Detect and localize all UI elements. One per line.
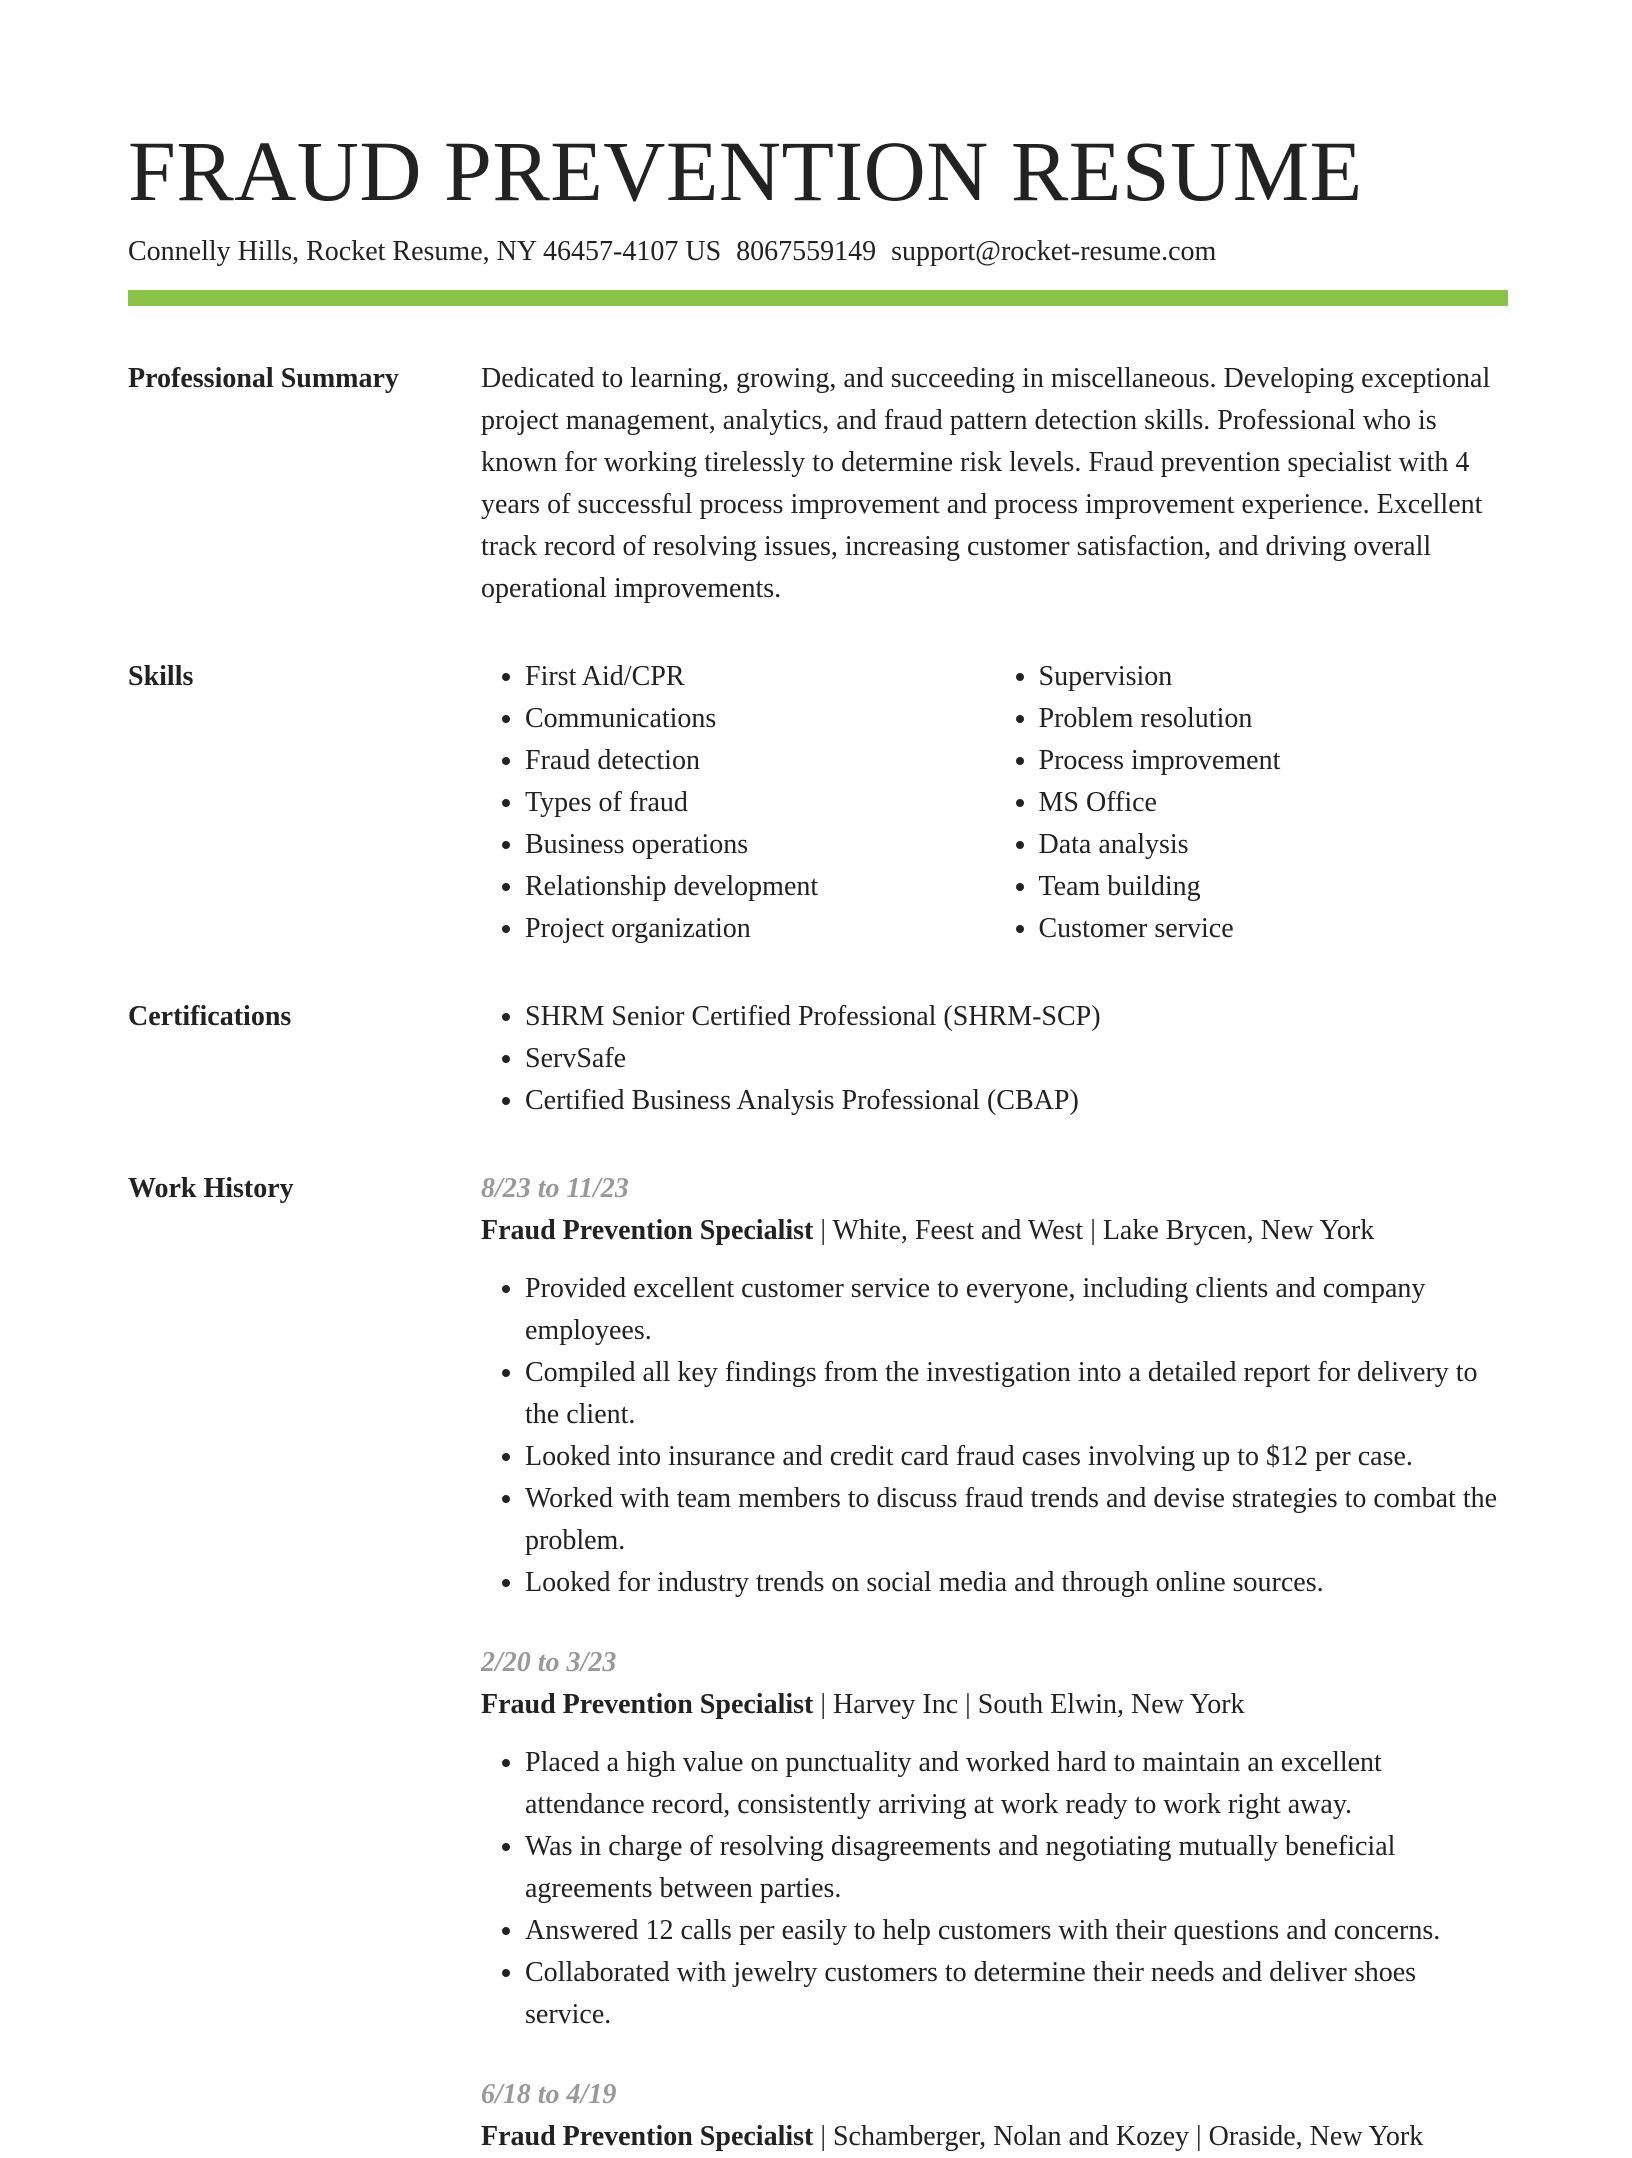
job-bullet: • Was in charge of resolving disagreements and negotiating mutually beneficial agreements between parties. bbox=[525, 1826, 1508, 1910]
skill-item: • Fraud detection bbox=[525, 740, 995, 782]
job-header bbox=[481, 1210, 1508, 1252]
job-separator: | bbox=[965, 1689, 971, 1720]
job-title: Fraud Prevention Specialist bbox=[481, 2121, 814, 2152]
skill-item: • Customer service bbox=[1039, 908, 1509, 950]
skill-item: • MS Office bbox=[1039, 782, 1509, 824]
skills-list-left bbox=[481, 656, 995, 950]
certifications-body bbox=[481, 996, 1508, 1122]
job-separator: | bbox=[1196, 2121, 1202, 2152]
skill-item: • Team building bbox=[1039, 866, 1509, 908]
section-title-work-history: Work History bbox=[128, 1173, 294, 1204]
certifications-section bbox=[128, 996, 1508, 1122]
skill-item: • Project organization bbox=[525, 908, 995, 950]
job-separator: | bbox=[1090, 1215, 1096, 1246]
skills-section bbox=[128, 656, 1508, 950]
job-dates: 8/23 to 11/23 bbox=[481, 1173, 629, 1204]
job-separator: | bbox=[820, 2121, 826, 2152]
job-bullets bbox=[481, 1268, 1508, 1604]
job-bullet: • Collaborated with jewelry customers to determine their needs and deliver shoes service. bbox=[525, 1952, 1508, 2036]
skills-body bbox=[481, 656, 1508, 950]
skill-item: • Data analysis bbox=[1039, 824, 1509, 866]
certification-item: • Certified Business Analysis Professional (CBAP) bbox=[525, 1080, 1508, 1122]
job-company: Harvey Inc bbox=[832, 1689, 959, 1720]
job-bullet: • Looked for industry trends on social media and through online sources. bbox=[525, 1562, 1508, 1604]
skill-item: • Process improvement bbox=[1039, 740, 1509, 782]
certifications-list bbox=[481, 996, 1508, 1122]
accent-divider bbox=[128, 290, 1508, 306]
job-title: Fraud Prevention Specialist bbox=[481, 1689, 814, 1720]
contact-phone: 8067559149 bbox=[736, 236, 877, 267]
job-company: White, Feest and West bbox=[832, 1215, 1084, 1246]
job-bullets bbox=[481, 1742, 1508, 2036]
summary-text: Dedicated to learning, growing, and succeeding in miscellaneous. Developing exceptional project management, analytics, and fraud pattern detection skills. Professional who is known for working tirelessly to determine risk levels. Fraud prevention specialist with 4 years of successful process improvement and process improvement experience. Excellent track record of resolving issues, increasing customer satisfaction, and driving overall operational improvements. bbox=[481, 363, 1491, 604]
skill-item: • Business operations bbox=[525, 824, 995, 866]
job-bullet: • Provided excellent customer service to everyone, including clients and company employees. bbox=[525, 1268, 1508, 1352]
skill-item: • Relationship development bbox=[525, 866, 995, 908]
job-location: South Elwin, New York bbox=[977, 1689, 1245, 1720]
job-bullet: • Compiled all key findings from the investigation into a detailed report for delivery to the client. bbox=[525, 1352, 1508, 1436]
skills-list-right bbox=[995, 656, 1509, 950]
job-bullet: • Placed a high value on punctuality and worked hard to maintain an excellent attendance record, consistently arriving at work ready to work right away. bbox=[525, 1742, 1508, 1826]
job-title: Fraud Prevention Specialist bbox=[481, 1215, 814, 1246]
contact-line bbox=[128, 234, 1508, 270]
resume-title: FRAUD PREVENTION RESUME bbox=[128, 123, 1363, 219]
skill-item: • Types of fraud bbox=[525, 782, 995, 824]
job-bullet: • Worked with team members to discuss fraud trends and devise strategies to combat the problem. bbox=[525, 1478, 1508, 1562]
job-dates: 2/20 to 3/23 bbox=[481, 1647, 617, 1678]
certification-item: • ServSafe bbox=[525, 1038, 1508, 1080]
job-entry bbox=[481, 1168, 1508, 1604]
job-header bbox=[481, 1684, 1508, 1726]
certification-item: • SHRM Senior Certified Professional (SHRM-SCP) bbox=[525, 996, 1508, 1038]
summary-body bbox=[481, 358, 1508, 610]
skill-item: • Supervision bbox=[1039, 656, 1509, 698]
summary-section bbox=[128, 358, 1508, 610]
job-header bbox=[481, 2116, 1508, 2158]
job-location: Lake Brycen, New York bbox=[1102, 1215, 1375, 1246]
skill-item: • Problem resolution bbox=[1039, 698, 1509, 740]
contact-address: Connelly Hills, Rocket Resume, NY 46457-4107 US bbox=[128, 236, 722, 267]
job-entry bbox=[481, 2074, 1508, 2158]
skill-item: • First Aid/CPR bbox=[525, 656, 995, 698]
resume-page bbox=[128, 0, 1508, 2158]
job-separator: | bbox=[820, 1215, 826, 1246]
section-title-summary: Professional Summary bbox=[128, 363, 399, 394]
work-history-body bbox=[481, 1168, 1508, 2158]
section-title-certifications: Certifications bbox=[128, 1001, 292, 1032]
job-separator: | bbox=[820, 1689, 826, 1720]
job-location: Oraside, New York bbox=[1208, 2121, 1424, 2152]
work-history-section bbox=[128, 1168, 1508, 2158]
section-title-skills: Skills bbox=[128, 661, 194, 692]
job-bullet: • Looked into insurance and credit card fraud cases involving up to $12 per case. bbox=[525, 1436, 1508, 1478]
skill-item: • Communications bbox=[525, 698, 995, 740]
job-dates: 6/18 to 4/19 bbox=[481, 2079, 617, 2110]
job-bullet: • Answered 12 calls per easily to help customers with their questions and concerns. bbox=[525, 1910, 1508, 1952]
job-company: Schamberger, Nolan and Kozey bbox=[832, 2121, 1189, 2152]
contact-email: support@rocket-resume.com bbox=[891, 236, 1217, 267]
job-entry bbox=[481, 1642, 1508, 2036]
